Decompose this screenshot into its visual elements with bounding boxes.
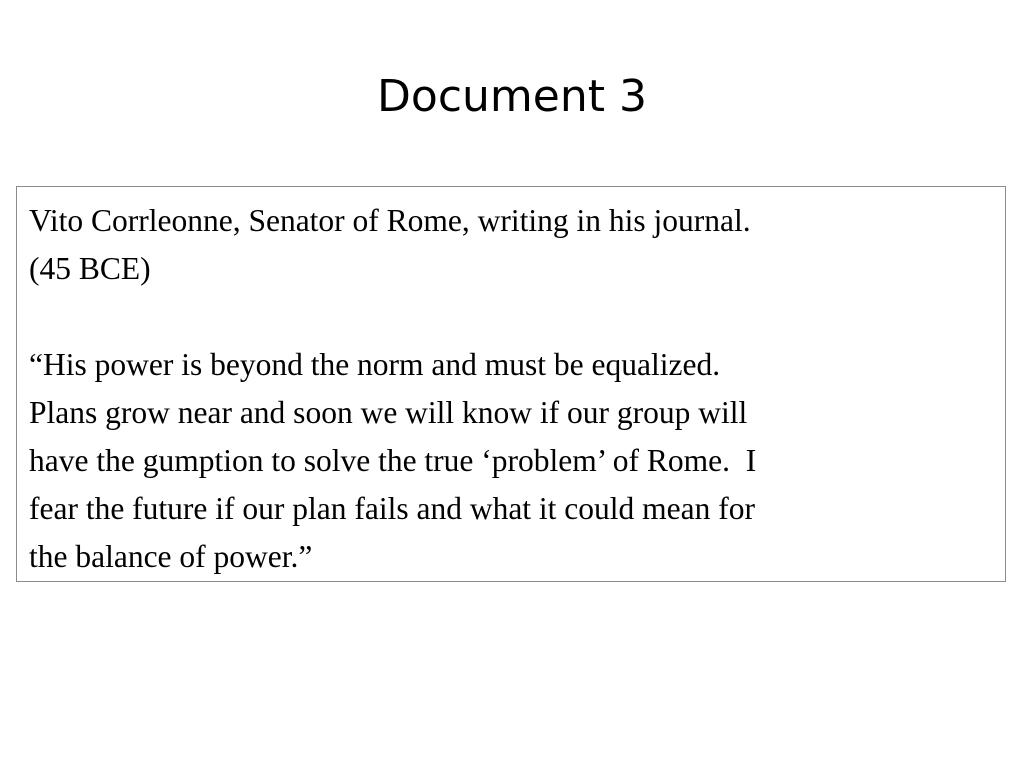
quote-line: Plans grow near and soon we will know if our group will: [29, 395, 748, 430]
quote-line: have the gumption to solve the true ‘problem’ of Rome. I: [29, 443, 757, 478]
journal-quote: [29, 341, 993, 581]
attribution-date: (45 BCE): [29, 251, 151, 286]
attribution: [29, 197, 993, 293]
document-excerpt-box: [16, 186, 1006, 582]
quote-line: fear the future if our plan fails and what it could mean for: [29, 491, 755, 526]
attribution-line: Vito Corrleonne, Senator of Rome, writing in his journal.: [29, 203, 751, 238]
quote-line: “His power is beyond the norm and must be equalized.: [29, 347, 721, 382]
quote-line: the balance of power.”: [29, 539, 313, 574]
paragraph-spacer: [29, 293, 993, 341]
slide-title: Document 3: [377, 71, 647, 122]
